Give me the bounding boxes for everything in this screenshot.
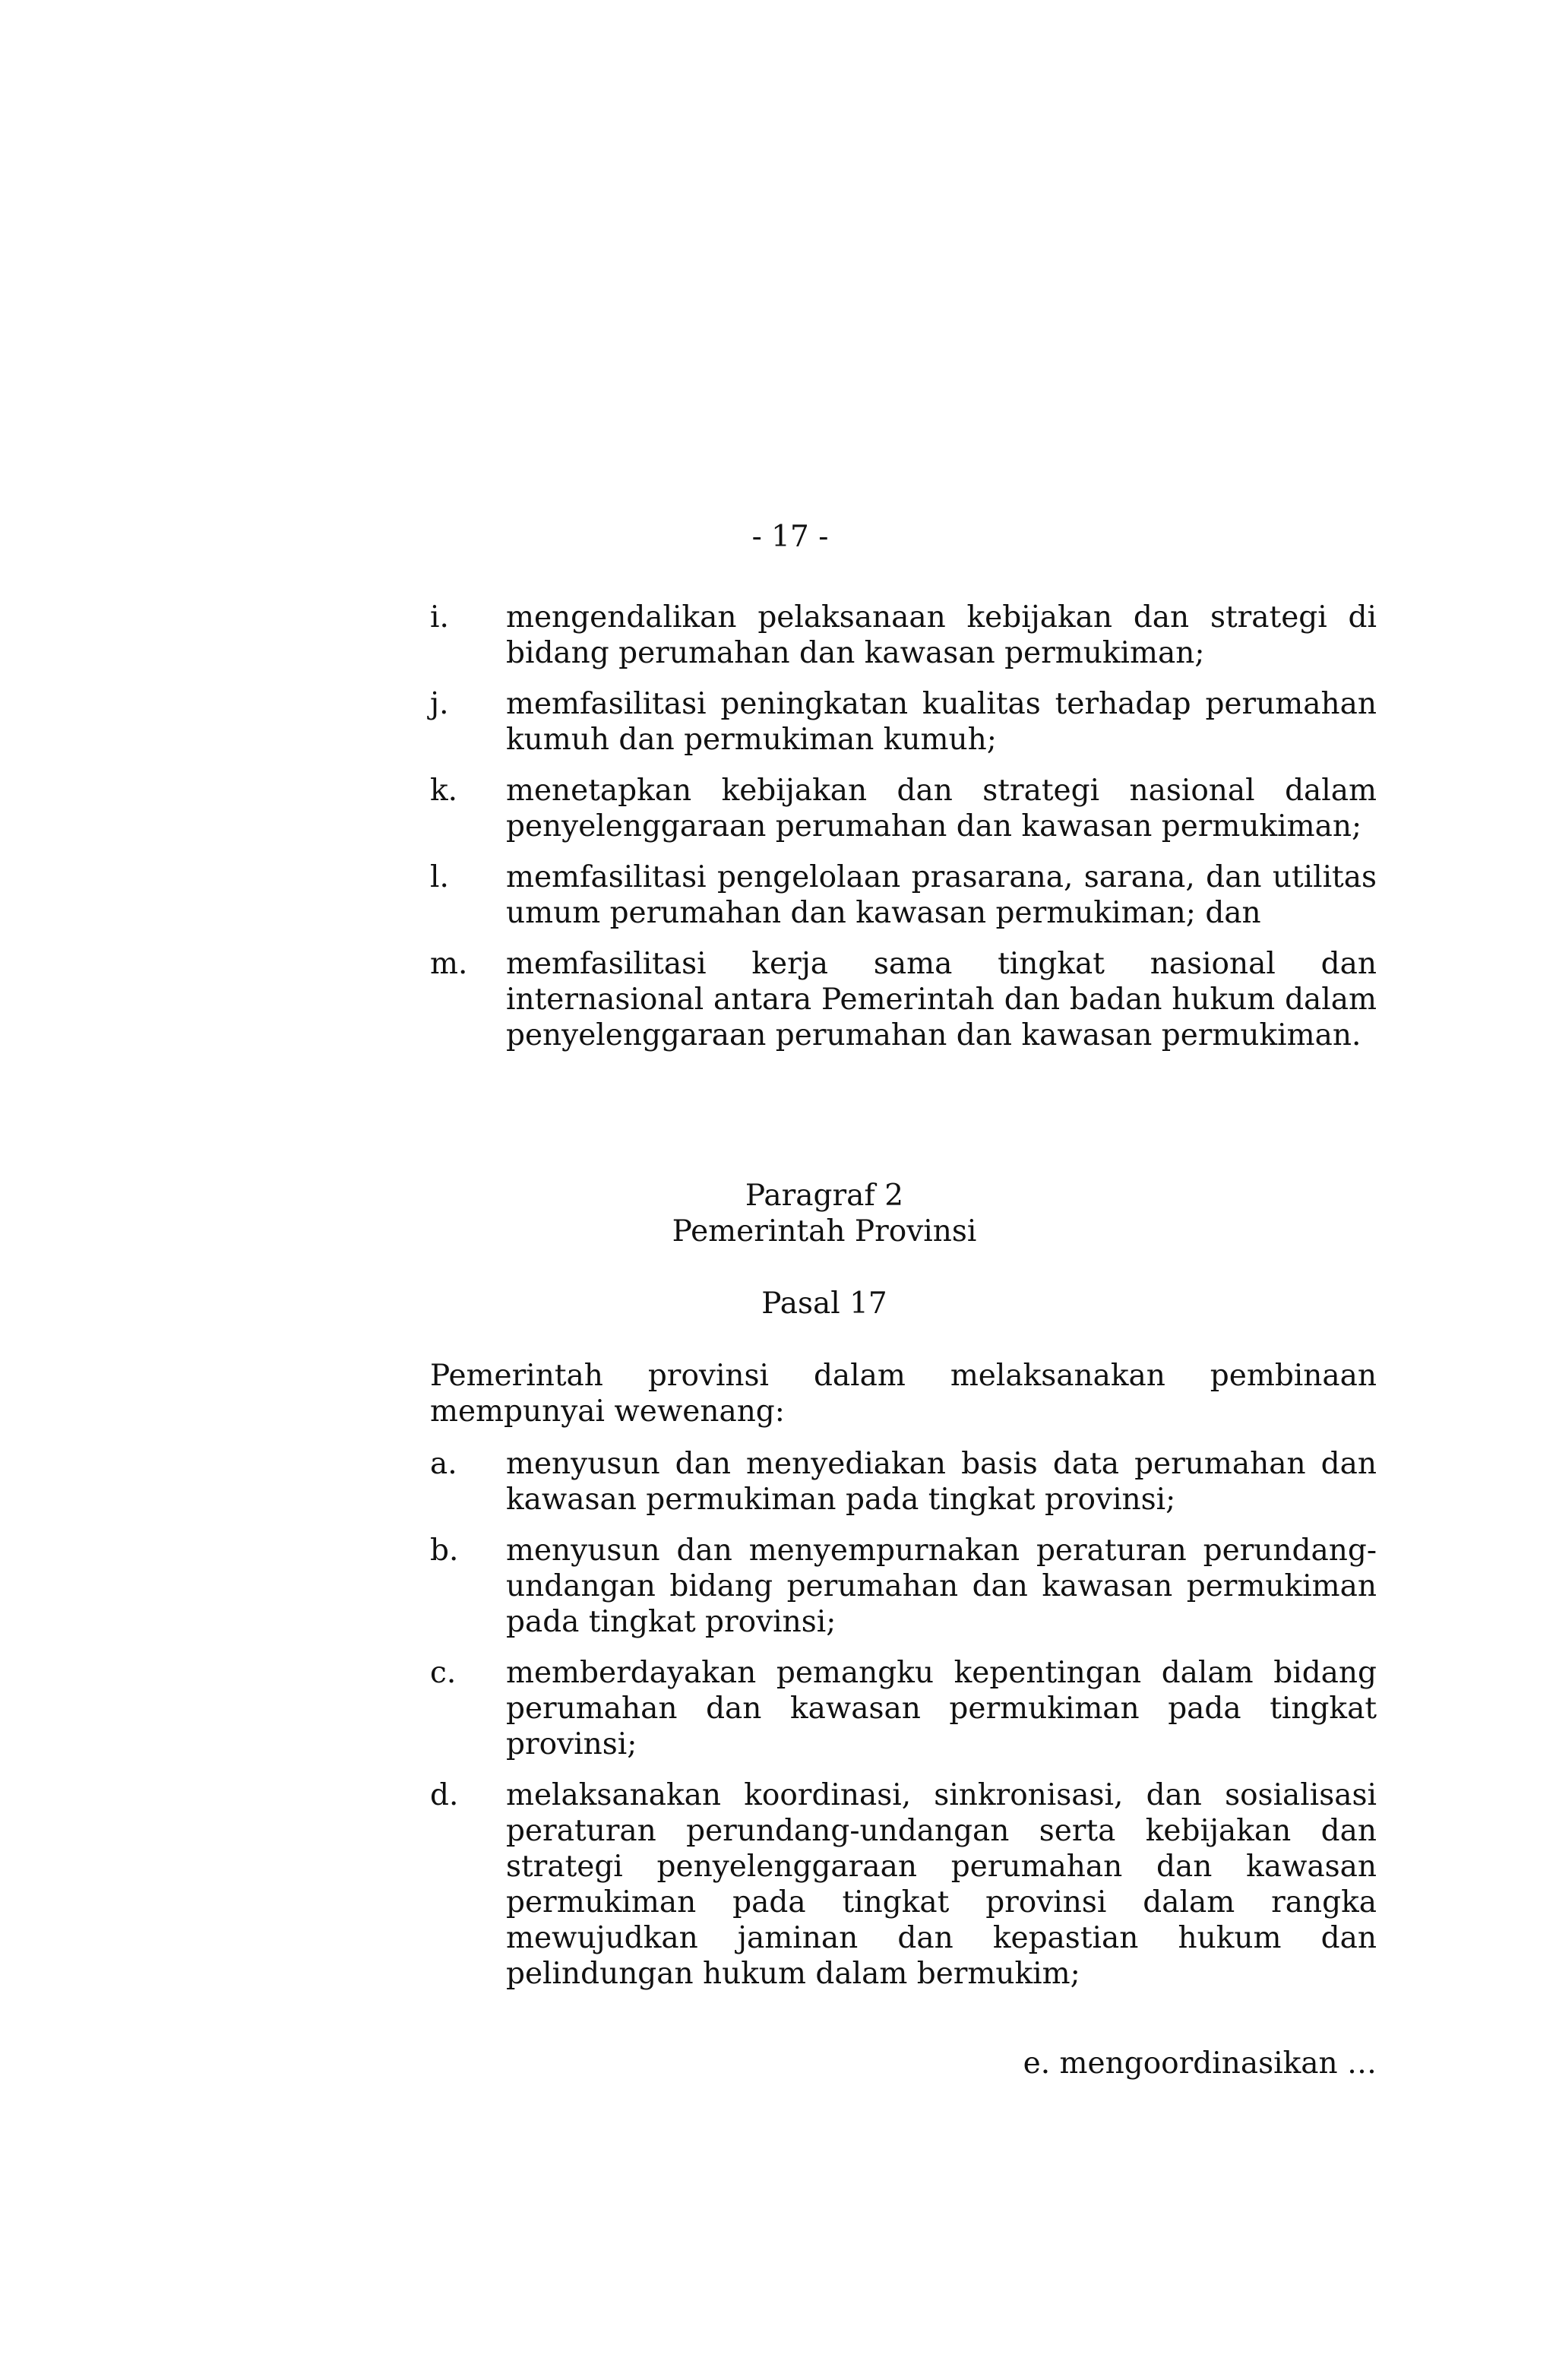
list-item-text: melaksanakan koordinasi, sinkronisasi, dan sosialisasi peraturan perundang-undangan serta kebijakan dan strategi penyelenggaraan perumahan dan kawasan permukiman pada tingkat provinsi dalam rangka mewujudkan jaminan dan kepastian hukum dan pelindungan hukum dalam bermukim; bbox=[506, 1778, 1377, 1991]
list-item-text: memfasilitasi kerja sama tingkat nasional dan internasional antara Pemerintah dan badan hukum dalam penyelenggaraan perumahan dan kawasan permukiman. bbox=[506, 947, 1377, 1052]
list-item-text: memberdayakan pemangku kepentingan dalam bidang perumahan dan kawasan permukiman pada tingkat provinsi; bbox=[506, 1656, 1377, 1761]
list-marker: b. bbox=[430, 1533, 459, 1568]
paragraf-heading: Paragraf 2 bbox=[745, 1179, 904, 1213]
list-item-b bbox=[430, 1533, 1377, 1640]
list-marker: l. bbox=[430, 860, 449, 894]
list-marker: i. bbox=[430, 600, 449, 635]
page-number: - 17 - bbox=[751, 520, 829, 554]
list-item-d bbox=[430, 1777, 1377, 1992]
list-item-j bbox=[430, 686, 1377, 758]
list-item-c bbox=[430, 1655, 1377, 1762]
next-page-catchword: e. mengoordinasikan … bbox=[1023, 2046, 1377, 2081]
list-marker: m. bbox=[430, 947, 468, 981]
list-item-text: menetapkan kebijakan dan strategi nasional dalam penyelenggaraan perumahan dan kawasan permukiman; bbox=[506, 774, 1377, 843]
list-item-text: memfasilitasi pengelolaan prasarana, sarana, dan utilitas umum perumahan dan kawasan permukiman; dan bbox=[506, 860, 1377, 930]
list-item-i bbox=[430, 600, 1377, 671]
provinsi-wewenang-list bbox=[430, 1446, 1377, 2007]
list-item-text: menyusun dan menyempurnakan peraturan perundang-undangan bidang perumahan dan kawasan permukiman pada tingkat provinsi; bbox=[506, 1533, 1377, 1639]
list-item-text: menyusun dan menyediakan basis data perumahan dan kawasan permukiman pada tingkat provinsi; bbox=[506, 1447, 1377, 1517]
list-item-l bbox=[430, 859, 1377, 931]
list-marker: d. bbox=[430, 1778, 459, 1812]
pasal-intro-text: Pemerintah provinsi dalam melaksanakan pembinaan mempunyai wewenang: bbox=[430, 1359, 1377, 1429]
list-marker: k. bbox=[430, 774, 458, 808]
wewenang-list-continued bbox=[430, 600, 1377, 1068]
list-item-text: memfasilitasi peningkatan kualitas terhadap perumahan kumuh dan permukiman kumuh; bbox=[506, 687, 1377, 757]
list-marker: c. bbox=[430, 1656, 457, 1690]
list-marker: j. bbox=[430, 687, 449, 721]
paragraf-title: Pemerintah Provinsi bbox=[672, 1214, 977, 1249]
pasal-heading: Pasal 17 bbox=[761, 1287, 887, 1321]
list-item-m bbox=[430, 946, 1377, 1053]
list-item-text: mengendalikan pelaksanaan kebijakan dan strategi di bidang perumahan dan kawasan permukiman; bbox=[506, 600, 1377, 670]
list-item-a bbox=[430, 1446, 1377, 1518]
list-item-k bbox=[430, 773, 1377, 844]
list-marker: a. bbox=[430, 1447, 457, 1481]
